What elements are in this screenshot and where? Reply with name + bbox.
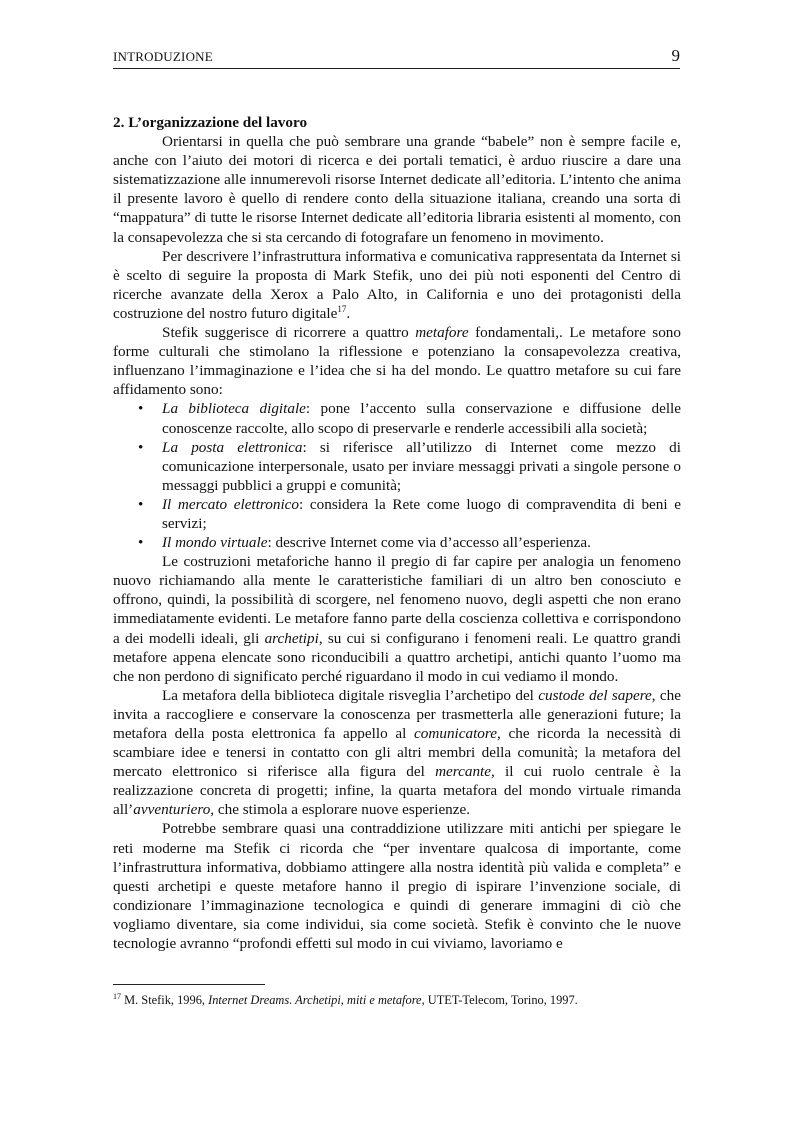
emphasis-avventuriero: avventuriero bbox=[133, 801, 211, 819]
emphasis-archetipi: archetipi bbox=[264, 629, 319, 647]
metaphor-term: Il mercato elettronico bbox=[162, 495, 300, 513]
list-item bbox=[113, 533, 681, 552]
metaphor-term: La posta elettronica bbox=[162, 438, 303, 456]
paragraph-text: , il cui ruolo centrale è la realizzazione concreta di progetti; infine, la quarta metafora del mondo virtuale rimanda all’ bbox=[113, 763, 681, 819]
emphasis-comunicatore: comunicatore bbox=[414, 725, 497, 742]
paragraph-metaphors-intro bbox=[113, 323, 681, 399]
metaphor-description: : considera la Rete come luogo di compravendita di beni e servizi; bbox=[162, 495, 681, 532]
list-item bbox=[113, 495, 681, 533]
footnote-number: 17 bbox=[113, 991, 121, 1001]
paragraph-metaphoric-constructions bbox=[113, 552, 681, 686]
paragraph-text: fondamentali,. Le metafore sono forme culturali che stimolano la riflessione e potenziano la consapevolezza creativa, influenzano l’immaginazione e l’idea che si ha del mondo. Le quattro metafore su cui fare affidamento sono: bbox=[113, 324, 681, 399]
bullet-icon: • bbox=[138, 534, 144, 552]
paragraph-text: La metafora della biblioteca digitale risveglia l’archetipo del bbox=[162, 686, 539, 704]
paragraph-text: Stefik suggerisce di ricorrere a quattro bbox=[162, 324, 416, 342]
page-number: 9 bbox=[671, 46, 680, 65]
bullet-icon: • bbox=[138, 438, 144, 456]
bullet-icon: • bbox=[138, 400, 144, 418]
paragraph-text: Per descrivere l’infrastruttura informativa e comunicativa rappresentata da Internet si è scelto di seguire la proposta di Mark Stefik, uno dei più noti esponenti del Centro di ricerche avanzate della Xerox a Palo Alto, in California e uno dei protagonisti della costruzione del nostro futuro digitale bbox=[113, 247, 681, 322]
emphasis-mercante: mercante bbox=[435, 763, 492, 781]
footnote-divider bbox=[113, 984, 265, 985]
metaphor-term: La biblioteca digitale bbox=[162, 400, 306, 418]
paragraph-text-end: . bbox=[346, 304, 351, 322]
section-heading: 2. L’organizzazione del lavoro bbox=[113, 114, 308, 131]
emphasis-custode: custode del sapere bbox=[538, 686, 652, 704]
metaphor-description: : descrive Internet come via d’accesso all’esperienza. bbox=[267, 534, 591, 552]
footnote-reference[interactable]: 17 bbox=[337, 303, 347, 314]
emphasis-metafore: metafore bbox=[415, 324, 469, 342]
page-header bbox=[113, 46, 680, 69]
list-item bbox=[113, 438, 681, 495]
paragraph-stefik-proposal bbox=[113, 247, 681, 323]
metaphor-description: : si riferisce all’utilizzo di Internet come mezzo di comunicazione interpersonale, usato per inviare messaggi privati a singole persone o messaggi pubblici a gruppi e comunità; bbox=[162, 438, 681, 494]
bullet-icon: • bbox=[138, 495, 144, 513]
paragraph-text: , che invita a raccogliere e conservare la conoscenza per trasmetterla alle generazioni future; la metafora della posta elettronica fa appello al bbox=[113, 686, 682, 742]
paragraph-text: , che stimola a esplorare nuove esperienze. bbox=[210, 801, 471, 819]
paragraph-intro: Orientarsi in quella che può sembrare una grande “babele” non è sempre facile e, anche con l’aiuto dei motori di ricerca e dei portali tematici, è arduo riuscire a dare una sistematizzazione alle innumerevoli risorse Internet dedicate all’editoria. L’intento che anima il presente lavoro è quello di rendere conto della situazione italiana, creando una sorta di “mappatura” di tutte le risorse Internet dedicate all’editoria libraria esistenti al momento, con la consapevolezza che si sta cercando di fotografare un fenomeno in movimento. bbox=[113, 133, 681, 246]
footnote-prefix: M. Stefik, 1996, bbox=[121, 993, 209, 1007]
page-body bbox=[113, 113, 681, 953]
list-item bbox=[113, 399, 681, 437]
footnote-suffix: , UTET-Telecom, Torino, 1997. bbox=[421, 993, 578, 1007]
paragraph-text: , su cui si configurano i fenomeni reali. Le quattro grandi metafore appena elencate sono riconducibili a quattro archetipi, antichi quanto l’uomo ma che non perdono di significato perché riguardano il modo in cui vediamo il mondo. bbox=[113, 629, 681, 685]
metaphor-list bbox=[113, 399, 681, 552]
paragraph-text: Le costruzioni metaforiche hanno il pregio di far capire per analogia un fenomeno nuovo richiamando alla mente le caratteristiche familiari di un altro ben conosciuto e offrono, quindi, la possibilità di scorgere, nel fenomeno nuovo, degli aspetti che non erano immediatamente evidenti. Le metafore fanno parte della coscienza collettiva e corrispondono a dei modelli ideali, gli bbox=[113, 553, 681, 647]
footnote-book-title: Internet Dreams. Archetipi, miti e metafore bbox=[208, 993, 422, 1007]
paragraph-ancient-myths: Potrebbe sembrare quasi una contraddizione utilizzare miti antichi per spiegare le reti moderne ma Stefik ci ricorda che “per inventare qualcosa di importante, come l’infrastruttura informativa, dobbiamo attingere alla nostra identità più valida e completa” e questi archetipi e queste metafore hanno il pregio di ispirare l’invenzione sociale, di condizionare l’immaginazione tecnologica e quindi di generare immagini di ciò che vogliamo diventare, sia come individui, sia come società. Stefik è convinto che le nuove tecnologie avranno “profondi effetti sul modo in cui viviamo, lavoriamo e bbox=[113, 820, 681, 953]
paragraph-archetypes bbox=[113, 686, 681, 820]
footnote bbox=[113, 993, 681, 1008]
metaphor-term: Il mondo virtuale bbox=[162, 534, 268, 552]
metaphor-description: : pone l’accento sulla conservazione e diffusione delle conoscenze raccolte, allo scopo di preservarle e renderle accessibili alla società; bbox=[162, 400, 681, 437]
paragraph-text: , che ricorda la necessità di scambiare idee e tenersi in contatto con gli altri membri della comunità; la metafora del mercato elettronico si riferisce alla figura del bbox=[113, 725, 682, 781]
running-title: INTRODUZIONE bbox=[113, 49, 213, 64]
